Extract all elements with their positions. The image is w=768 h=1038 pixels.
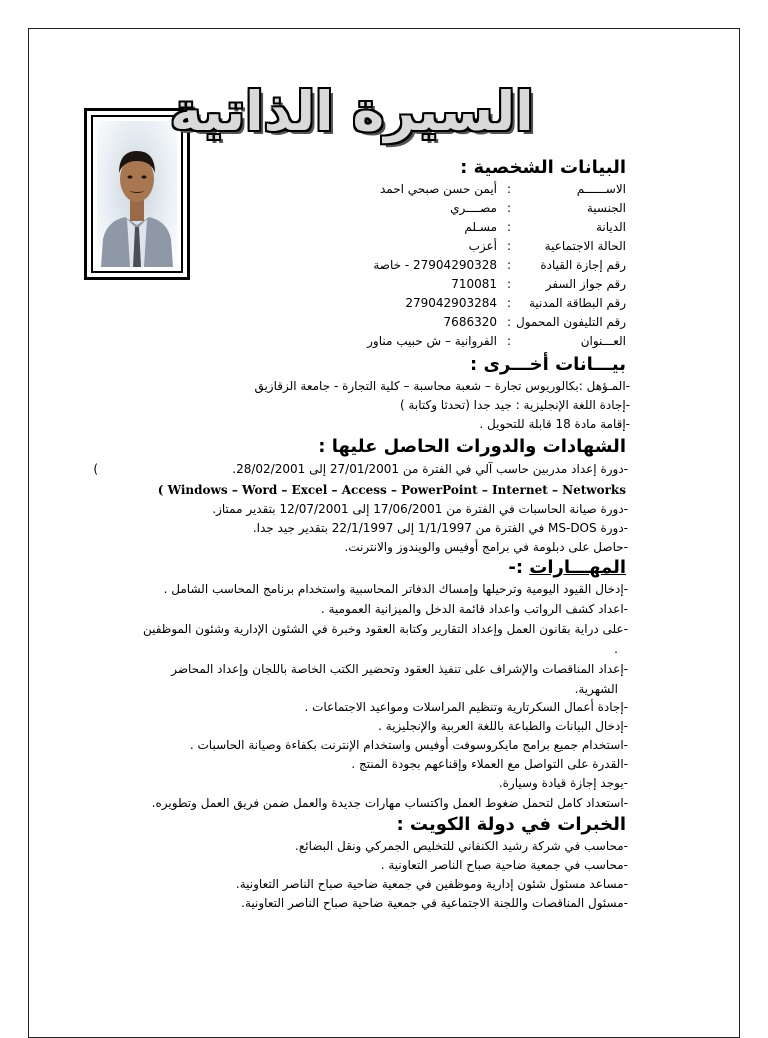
other-line: -إجادة اللغة الإنجليزية : جيد جدا (تحدثا وكتابة ) [399,398,630,412]
separator: : [506,296,511,310]
profile-photo [97,121,177,267]
skill-line: -القدرة على التواصل مع العملاء وإقناعهم بجودة المنتج . [351,757,628,771]
personal-row [367,333,626,349]
skill-line: -على دراية بقانون العمل وإعداد التقارير وكتابة العقود وخبرة في الشئون الإدارية وشئون الموظفين [142,622,628,636]
separator: : [506,334,511,348]
personal-row-value: مسـلم [464,220,497,234]
personal-row-value: أيمن حسن صبحي احمد [380,182,497,196]
skills-heading-text: المهـــارات [529,557,626,578]
skill-line: -استعداد كامل لتحمل ضغوط العمل واكتساب مهارات جديدة والعمل ضمن فريق العمل وتطويره. [151,796,628,810]
kuwait-heading: الخبرات في دولة الكويت : [396,814,626,835]
skill-line: . [614,642,618,656]
personal-row [380,181,626,197]
skill-line: -اعداد كشف الرواتب واعداد قائمة الدخل والميزانية العمومية . [320,602,628,616]
personal-row-label: رقم التليفون المحمول [516,315,626,329]
skill-line: -إجادة أعمال السكرتارية وتنظيم المراسلات ومواعيد الاجتماعات . [304,700,628,714]
personal-row [405,295,626,311]
cert-paren: ) [93,462,98,476]
other-heading: بيـــانات أخـــرى : [470,354,626,375]
kuwait-line: -محاسب في شركة رشيد الكنفاني للتخليص الجمركي ونقل البضائع. [295,839,628,853]
separator: : [506,220,511,234]
cert-line: ( Windows – Word – Excel – Access – PowerPoint – Internet – Networks [157,483,626,497]
skill-line: -يوجد إجازة قيادة وسيارة. [498,776,628,790]
personal-row-label: الجنسية [586,201,626,215]
person-portrait-icon [97,121,177,267]
personal-row-value: أعزب [468,239,497,253]
skill-line: -إدخال القيود اليومية وترحيلها وإمساك الدفاتر المحاسبية واستخدام برنامج المحاسب الشامل . [163,582,628,596]
separator: : [506,315,511,329]
personal-row-label: الاســــــم [576,182,626,196]
skill-line: -إدخال البيانات والطباعة باللغة العربية والإنجليزية . [378,719,628,733]
personal-row-label: العـــنوان [580,334,626,348]
personal-row-value: الفروانية – ش حبيب مناور [367,334,497,348]
personal-row-value: 710081 [451,277,497,291]
separator: : [506,239,511,253]
personal-row [469,238,626,254]
kuwait-line: -محاسب في جمعية ضاحية صباح الناصر التعاونية . [380,858,628,872]
kuwait-line: -مساعد مسئول شئون إدارية وموظفين في جمعية ضاحية صباح الناصر التعاونية. [235,877,628,891]
personal-row [464,219,626,235]
personal-row [373,257,626,273]
separator: : [506,182,511,196]
personal-row [450,200,626,216]
skill-line: -إعداد المناقصات والإشراف على تنفيذ العقود وتحضير الكتب الخاصة باللجان وإعداد المحاضر [171,662,628,676]
cert-line: -دورة صيانة الحاسبات في الفترة من 17/06/2001 إلى 12/07/2001 بتقدير ممتاز. [212,502,628,516]
personal-row-label: رقم إجازة القيادة [540,258,626,272]
personal-row-value: 7686320 [443,315,497,329]
page-title: السيرة الذاتية [170,80,534,143]
other-line: -إقامة مادة 18 قابلة للتحويل . [479,417,630,431]
personal-row [451,276,626,292]
personal-row [444,314,626,330]
personal-row-label: رقم البطاقة المدنية [528,296,626,310]
personal-row-value: 279042903284 [405,296,497,310]
personal-row-value: مصــــري [450,201,497,215]
cert-line: -دورة MS-DOS في الفترة من 1/1/1997 إلى 22/1/1997 بتقدير جيد جدا. [252,521,628,535]
personal-row-label: الديانة [595,220,626,234]
skill-line: -استخدام جميع برامج مايكروسوفت أوفيس واستخدام الإنترنت بكفاءة وصيانة الحاسبات . [189,738,628,752]
personal-row-value: 27904290328 - خاصة [373,258,497,272]
personal-row-label: رقم جواز السفر [545,277,626,291]
cert-line: -دورة إعداد مدربين حاسب آلي في الفترة من 27/01/2001 إلى 28/02/2001. [232,462,628,476]
other-line: -المـؤهل :بكالوريوس تجارة – شعبة محاسبة – كلية التجارة - جامعة الزقازيق [254,379,630,393]
skill-line: الشهرية. [574,682,618,696]
personal-row-label: الحالة الاجتماعية [544,239,626,253]
skills-heading-suffix: :- [508,557,530,578]
separator: : [506,201,511,215]
separator: : [506,277,511,291]
cert-line: -حاصل على دبلومة في برامج أوفيس والويندوز والانترنت. [344,540,628,554]
kuwait-line: -مسئول المناقصات واللجنة الاجتماعية في جمعية ضاحية صباح الناصر التعاونية. [241,896,628,910]
personal-heading: البيانات الشخصية : [460,157,626,178]
separator: : [506,258,511,272]
skills-heading [508,557,626,579]
certs-heading: الشهادات والدورات الحاصل عليها : [318,436,626,457]
